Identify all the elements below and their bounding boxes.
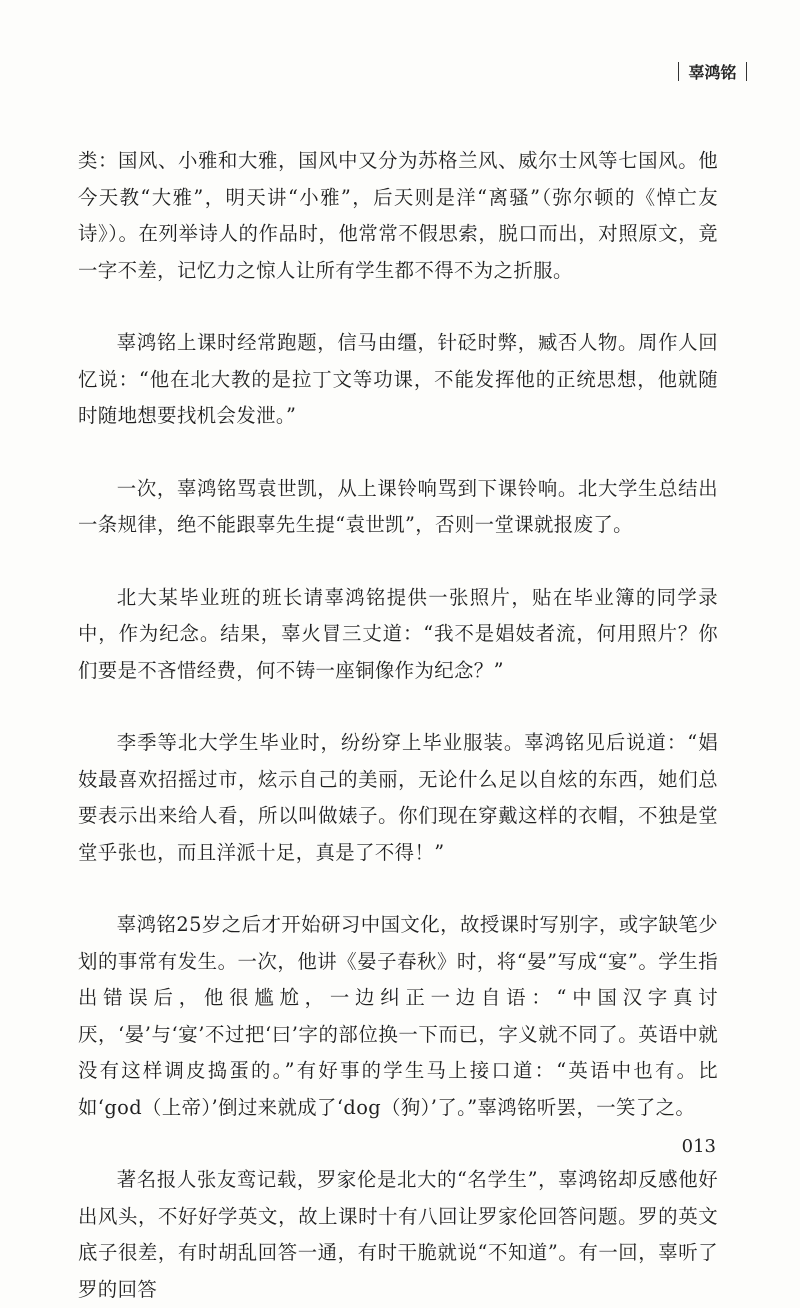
paragraph: 李季等北大学生毕业时，纷纷穿上毕业服装。辜鸿铭见后说道：“娼妓最喜欢招摇过市，炫示自己的美丽，无论什么足以自炫的东西，她们总要表示出来给人看，所以叫做婊子。你们现在穿戴这样的衣帽，不独是堂堂乎张也，而且洋派十足，真是了不得！” [78, 731, 718, 864]
page-number: 013 [681, 1136, 716, 1157]
paragraph: 辜鸿铭上课时经常跑题，信马由缰，针砭时弊，臧否人物。周作人回忆说：“他在北大教的是拉丁文等功课，不能发挥他的正统思想，他就随时随地想要找机会发泄。” [78, 331, 718, 427]
running-title: 辜鸿铭 [688, 63, 737, 82]
page-body [78, 143, 718, 1308]
paragraph: 北大某毕业班的班长请辜鸿铭提供一张照片，贴在毕业簿的同学录中，作为纪念。结果，辜火冒三丈道：“我不是娼妓者流，何用照片？你们要是不吝惜经费，何不铸一座铜像作为纪念？” [78, 585, 718, 682]
header-divider-left [678, 62, 680, 81]
paragraph: 辜鸿铭25岁之后才开始研习中国文化，故授课时写别字，或字缺笔少划的事常有发生。一次，他讲《晏子春秋》时，将“晏”写成“宴”。学生指出错误后，他很尴尬，一边纠正一边自语：“中国汉字真讨厌，‘晏’与‘宴’不过把‘曰’字的部位换一下而已，字义就不同了。英语中就没有这样调皮捣蛋的。”有好事的学生马上接口道：“英语中也有。比如‘god（上帝）’倒过来就成了‘dog（狗）’了。”辜鸿铭听罢，一笑了之。 [78, 913, 718, 1119]
header-divider-right [746, 62, 748, 81]
paragraph: 著名报人张友鸾记载，罗家伦是北大的“名学生”，辜鸿铭却反感他好出风头，不好好学英文，故上课时十有八回让罗家伦回答问题。罗的英文底子很差，有时胡乱回答一通，有时干脆就说“不知道”。有一回，辜听了罗的回答 [78, 1168, 718, 1301]
paragraph: 一次，辜鸿铭骂袁世凯，从上课铃响骂到下课铃响。北大学生总结出一条规律，绝不能跟辜先生提“袁世凯”，否则一堂课就报废了。 [78, 476, 718, 536]
paragraph-continued: 类：国风、小雅和大雅，国风中又分为苏格兰风、威尔士风等七国风。他今天教“大雅”，明天讲“小雅”，后天则是洋“离骚”（弥尔顿的《悼亡友诗》）。在列举诗人的作品时，他常常不假思索，脱口而出，对照原文，竟一字不差，记忆力之惊人让所有学生都不得不为之折服。 [78, 149, 718, 282]
running-header [669, 60, 756, 83]
